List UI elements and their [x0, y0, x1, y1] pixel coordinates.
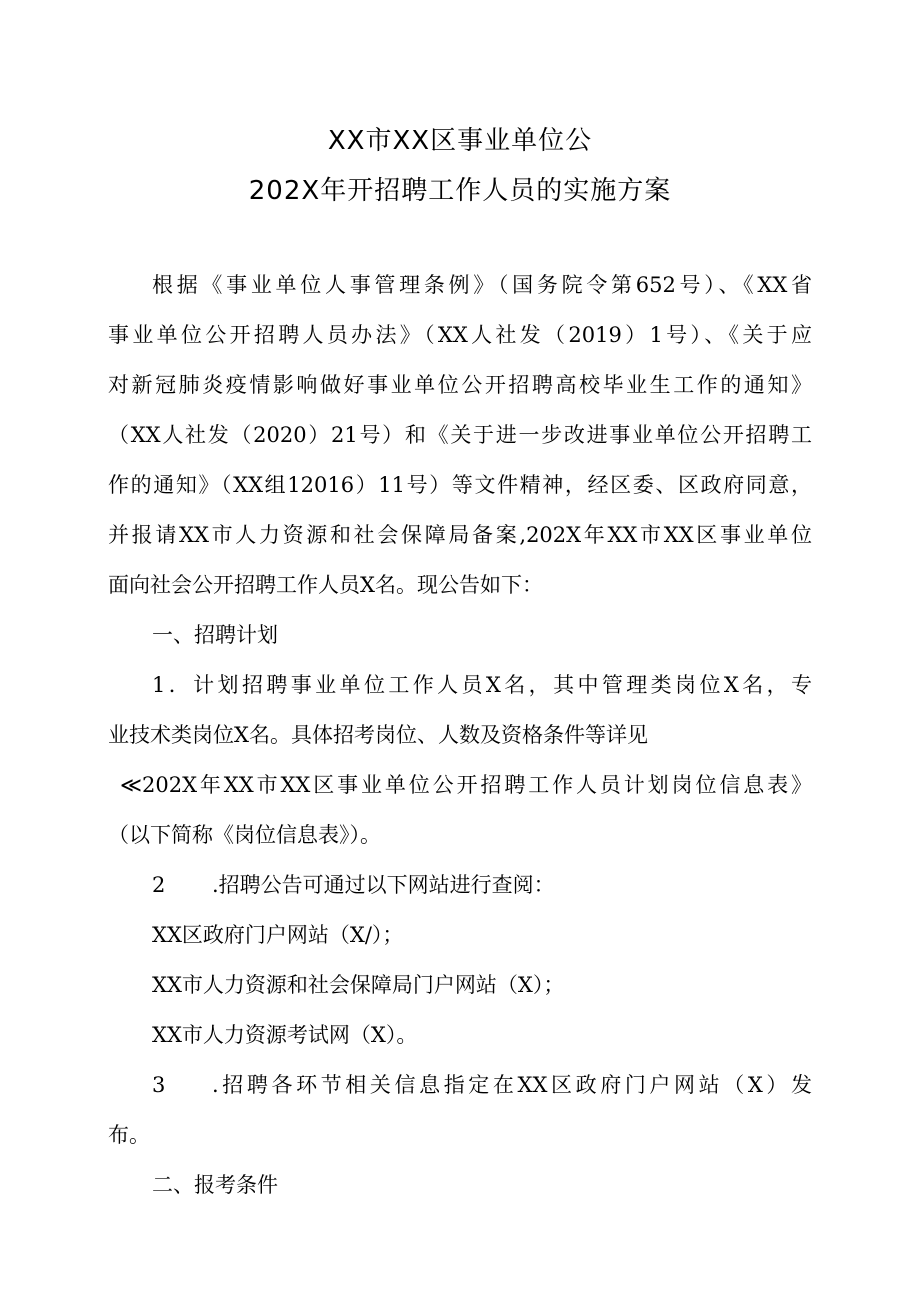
body-line: 作的通知》（XX组12016）11号）等文件精神，经区委、区政府同意， [108, 473, 812, 497]
body-line: 并报请XX市人力资源和社会保障局备案,202X年XX市XX区事业单位 [108, 523, 812, 547]
item2-text: .招聘公告可通过以下网站进行查阅： [212, 873, 555, 897]
item3-text: .招聘各环节相关信息指定在XX区政府门户网站（X）发 [212, 1073, 812, 1097]
item1-line: ≪202X年XX市XX区事业单位公开招聘工作人员计划岗位信息表》 [120, 773, 812, 797]
body-line: 根据《事业单位人事管理条例》（国务院令第652号）、《XX省 [152, 273, 812, 297]
section-heading-conditions: 二、报考条件 [152, 1173, 278, 1197]
item2-number: 2 [152, 873, 166, 897]
website-item: XX市人力资源考试网（X）。 [152, 1023, 418, 1047]
document-title-line2: 202X年开招聘工作人员的实施方案 [248, 176, 672, 206]
body-line: （XX人社发（2020）21号）和《关于进一步改进事业单位公开招聘工 [108, 423, 812, 447]
section-heading-plan: 一、招聘计划 [152, 623, 278, 647]
item3-number: 3 [152, 1073, 166, 1097]
body-line: 事业单位公开招聘人员办法》（XX人社发（2019）1号）、《关于应 [108, 323, 812, 347]
item1-line: 业技术类岗位X名。具体招考岗位、人数及资格条件等详见 [108, 723, 648, 747]
body-line: 面向社会公开招聘工作人员X名。现公告如下： [108, 573, 543, 597]
item1-line: （以下简称《岗位信息表》）。 [108, 823, 381, 847]
body-line: 对新冠肺炎疫情影响做好事业单位公开招聘高校毕业生工作的通知》 [108, 373, 812, 397]
website-item: XX区政府门户网站（X/）； [152, 923, 404, 947]
item3-continuation: 布。 [108, 1123, 150, 1147]
document-title-line1: XX市XX区事业单位公 [327, 126, 593, 156]
website-item: XX市人力资源和社会保障局门户网站（X）； [152, 973, 565, 997]
item1-line: 1．计划招聘事业单位工作人员X名，其中管理类岗位X名，专 [152, 673, 812, 697]
